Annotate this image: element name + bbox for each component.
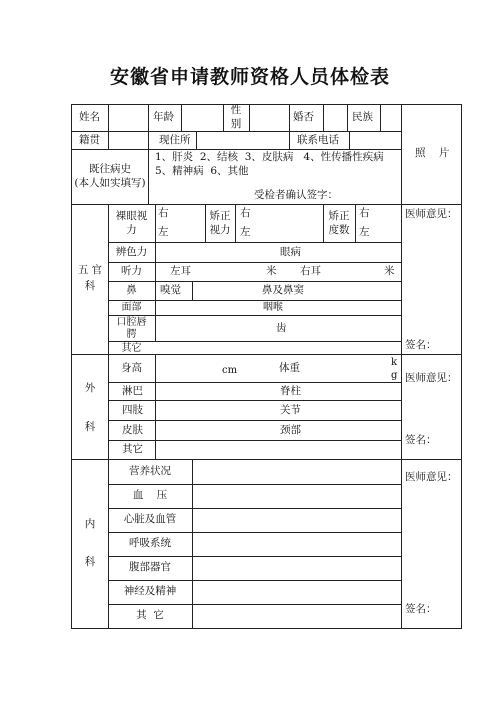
label-vision-2: 力	[126, 224, 137, 236]
doctor-sign-internal: 签名：	[405, 603, 437, 615]
label-ent-other: 其它	[121, 343, 142, 354]
col-divider	[349, 131, 350, 149]
label-color-vision: 辨色力	[115, 246, 148, 258]
row-divider	[108, 484, 401, 485]
label-corrected-vision-1: 矫正	[209, 210, 231, 222]
col-divider	[196, 131, 197, 149]
row-divider	[108, 556, 401, 557]
opinion-column-divider	[401, 104, 402, 629]
dept-internal-1: 内	[84, 518, 96, 530]
row-divider	[108, 262, 401, 263]
label-eye-disease: 眼病	[280, 246, 301, 258]
label-mouth-1: 口腔唇	[116, 317, 147, 328]
label-corrected-degree-2: 度数	[328, 224, 350, 236]
label-weight: 体重	[279, 362, 300, 374]
label-abdominal: 腹部器官	[129, 561, 171, 573]
label-corrected-vision-2: 视力	[209, 224, 231, 236]
col-divider	[148, 104, 149, 149]
dept-surgery-2: 科	[84, 421, 96, 433]
label-phone: 联系电话	[297, 134, 339, 146]
row-divider	[108, 242, 401, 243]
unit-meter-left: 米	[266, 265, 277, 277]
col-divider	[155, 204, 156, 341]
label-blood-pressure: 血 压	[132, 489, 168, 501]
label-nose: 鼻	[126, 284, 137, 296]
row-divider	[71, 131, 401, 132]
label-left-ear: 左耳	[170, 265, 191, 277]
row-divider	[108, 400, 401, 401]
unit-kg-1: k	[391, 357, 398, 368]
degree-right: 右	[359, 207, 370, 219]
label-respiratory: 呼吸系统	[129, 537, 171, 549]
dept-surgery-1: 外	[84, 382, 96, 394]
dept-ent-1: 五 官	[77, 264, 103, 276]
doctor-sign-ent: 签名：	[405, 339, 437, 351]
section-divider	[71, 204, 462, 205]
label-right-ear: 右耳	[300, 265, 321, 277]
col-divider	[108, 104, 109, 149]
label-nutrition: 营养状况	[129, 465, 171, 477]
unit-cm: cm	[222, 365, 238, 376]
label-internal-other: 其 它	[136, 609, 164, 621]
label-residence: 现住所	[159, 134, 191, 146]
unit-meter-right: 米	[384, 265, 395, 277]
col-divider	[155, 354, 156, 459]
row-divider	[71, 149, 401, 150]
label-neuro: 神经及精神	[123, 585, 177, 597]
label-history: 既往病史	[89, 163, 131, 175]
row-divider	[108, 420, 401, 421]
row-divider	[108, 508, 401, 509]
table-border-top	[71, 104, 462, 105]
history-options-line1: 1、肝炎 2、结核 3、皮肤病 4、性传播性疾病	[155, 151, 384, 163]
col-divider	[181, 104, 182, 131]
label-origin: 籍贯	[79, 134, 100, 146]
label-marital: 婚否	[293, 111, 314, 123]
row-divider	[108, 440, 401, 441]
col-divider	[289, 104, 290, 131]
col-divider	[323, 104, 324, 131]
col-divider	[380, 104, 381, 131]
unit-kg-2: g	[391, 370, 398, 381]
doctor-opinion-surgery: 医师意见：	[405, 372, 458, 384]
col-divider	[355, 204, 356, 242]
table-border-bottom	[71, 628, 462, 629]
history-options-line2: 5、精神病 6、其他	[155, 165, 249, 177]
label-surgery-other: 其它	[122, 443, 143, 455]
col-divider	[148, 149, 149, 204]
corrected-left: 左	[240, 226, 251, 238]
label-teeth: 齿	[276, 322, 287, 334]
row-divider	[108, 281, 401, 282]
label-age: 年龄	[153, 111, 174, 123]
label-throat: 咽喉	[263, 302, 283, 313]
label-mouth-2: 腭	[126, 329, 137, 340]
corrected-right: 右	[240, 207, 251, 219]
doctor-opinion-ent: 医师意见：	[405, 208, 458, 220]
vision-right: 右	[158, 207, 169, 219]
label-gender-1: 性	[230, 104, 242, 116]
vision-left: 左	[158, 226, 169, 238]
label-corrected-degree-1: 矫正	[328, 210, 350, 222]
label-height: 身高	[121, 362, 142, 374]
dept-ent-2: 科	[84, 280, 96, 292]
degree-left: 左	[359, 226, 370, 238]
doctor-sign-surgery: 签名：	[405, 434, 437, 446]
label-hearing: 听力	[121, 265, 142, 277]
row-divider	[108, 580, 401, 581]
label-history-note: (本人如实填写)	[74, 177, 146, 189]
examinee-signature-label: 受检者确认签字：	[254, 189, 338, 201]
section-divider	[71, 459, 462, 460]
label-spine: 脊柱	[280, 385, 301, 397]
label-ethnicity: 民族	[352, 111, 373, 123]
label-neck: 颈部	[280, 424, 301, 436]
dept-internal-2: 科	[84, 556, 96, 568]
doctor-opinion-internal: 医师意见：	[405, 471, 458, 483]
label-vision-1: 裸眼视	[115, 210, 148, 222]
col-divider	[192, 459, 193, 628]
row-divider	[108, 532, 401, 533]
page-title: 安徽省申请教师资格人员体检表	[109, 66, 390, 88]
label-limbs: 四肢	[122, 404, 143, 416]
table-border-right	[461, 104, 462, 629]
label-face: 面部	[121, 302, 142, 313]
col-divider	[192, 281, 193, 300]
photo-area: 照 片	[415, 147, 450, 159]
label-joints: 关节	[280, 404, 301, 416]
label-gender-2: 别	[230, 118, 242, 130]
row-divider	[108, 382, 401, 383]
col-divider	[249, 104, 250, 131]
row-divider	[108, 604, 401, 605]
label-skin: 皮肤	[122, 424, 143, 436]
col-divider	[347, 104, 348, 131]
col-divider	[235, 204, 236, 242]
label-lymph: 淋巴	[122, 385, 143, 397]
col-divider	[289, 131, 290, 149]
label-name: 姓名	[79, 111, 100, 123]
label-sinus: 鼻及鼻窦	[262, 284, 304, 296]
label-smell: 嗅觉	[160, 284, 181, 296]
label-cardiovascular: 心脏及血管	[123, 513, 177, 525]
